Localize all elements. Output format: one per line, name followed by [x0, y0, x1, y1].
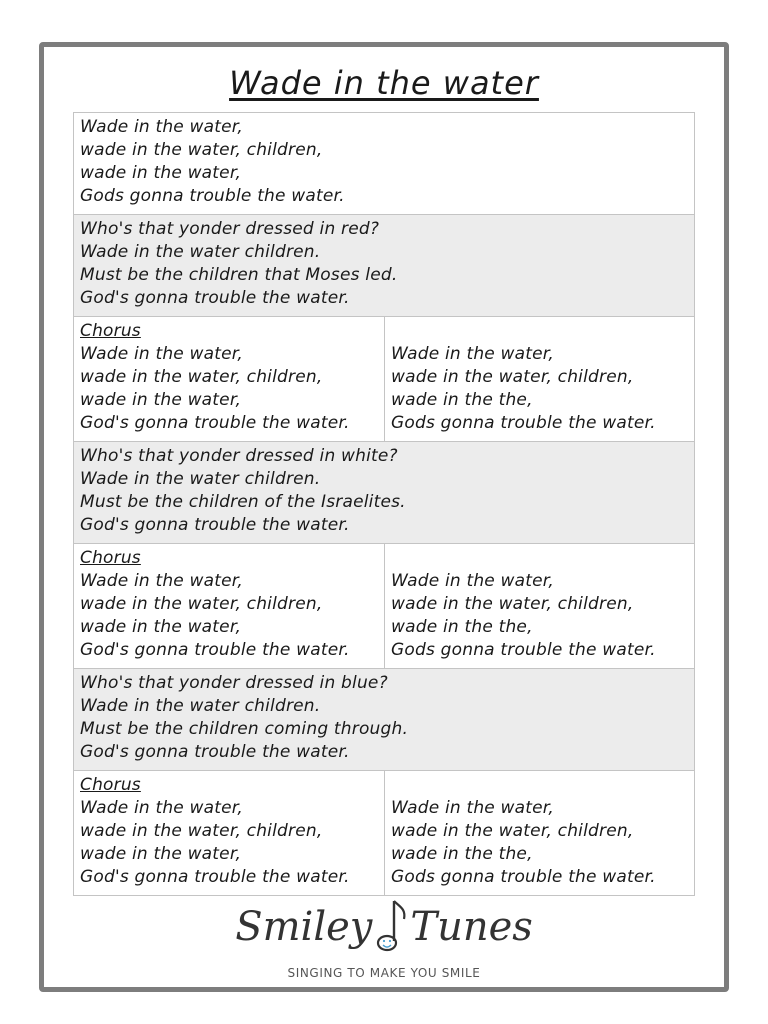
lyrics-table	[73, 112, 695, 896]
lyric-line: Gods gonna trouble the water.	[391, 640, 656, 660]
lyric-line: God's gonna trouble the water.	[80, 742, 350, 762]
chorus-label: Chorus	[80, 321, 141, 341]
lyric-line: wade in the water, children,	[80, 594, 323, 614]
lyric-line: wade in the water, children,	[391, 594, 634, 614]
lyric-line: Who's that yonder dressed in blue?	[80, 673, 388, 693]
lyrics-row-chorus-2	[74, 544, 695, 669]
lyrics-row-verse-1	[74, 215, 695, 317]
lyric-line: God's gonna trouble the water.	[80, 867, 350, 887]
verse-cell	[74, 113, 695, 215]
logo-wordmark	[235, 892, 533, 962]
chorus-right-cell	[385, 544, 695, 669]
verse-cell	[74, 215, 695, 317]
lyric-line: God's gonna trouble the water.	[80, 413, 350, 433]
logo-word-left: Smiley	[235, 904, 373, 950]
lyric-line: wade in the water, children,	[80, 140, 323, 160]
lyric-line: Must be the children coming through.	[80, 719, 409, 739]
verse-cell	[74, 669, 695, 771]
lyric-line: God's gonna trouble the water.	[80, 640, 350, 660]
lyric-line: wade in the the,	[391, 390, 533, 410]
lyric-line: Wade in the water children.	[80, 469, 321, 489]
chorus-label: Chorus	[80, 548, 141, 568]
lyric-line: God's gonna trouble the water.	[80, 288, 350, 308]
lyric-line: Wade in the water,	[391, 798, 555, 818]
lyric-line: wade in the water, children,	[80, 367, 323, 387]
verse-cell	[74, 442, 695, 544]
chorus-left-cell	[74, 544, 385, 669]
lyric-line: Who's that yonder dressed in red?	[80, 219, 380, 239]
lyric-line: Wade in the water,	[80, 344, 244, 364]
lyric-line: Wade in the water children.	[80, 696, 321, 716]
lyric-line: Wade in the water,	[80, 798, 244, 818]
music-note-smiley-icon	[374, 897, 408, 957]
lyric-line: wade in the water,	[80, 844, 242, 864]
chorus-right-cell	[385, 771, 695, 896]
lyrics-row-verse-2	[74, 442, 695, 544]
lyric-line: Wade in the water,	[80, 571, 244, 591]
lyrics-row-chorus-1	[74, 317, 695, 442]
lyric-line: Must be the children of the Israelites.	[80, 492, 406, 512]
lyric-line: Gods gonna trouble the water.	[80, 186, 345, 206]
lyric-line: Gods gonna trouble the water.	[391, 413, 656, 433]
lyric-line: wade in the water,	[80, 617, 242, 637]
lyric-line: wade in the the,	[391, 844, 533, 864]
chorus-label: Chorus	[80, 775, 141, 795]
lyric-line: wade in the water, children,	[391, 367, 634, 387]
lyric-line: Wade in the water,	[391, 571, 555, 591]
lyric-line: wade in the water,	[80, 163, 242, 183]
lyric-line: Wade in the water,	[80, 117, 244, 137]
chorus-left-cell	[74, 771, 385, 896]
lyric-line: wade in the the,	[391, 617, 533, 637]
lyrics-row-intro	[74, 113, 695, 215]
lyric-line: wade in the water, children,	[391, 821, 634, 841]
song-title: Wade in the water	[229, 64, 539, 102]
lyric-line: Gods gonna trouble the water.	[391, 867, 656, 887]
lyric-line: wade in the water,	[80, 390, 242, 410]
lyric-line: God's gonna trouble the water.	[80, 515, 350, 535]
lyrics-row-verse-3	[74, 669, 695, 771]
chorus-right-cell	[385, 317, 695, 442]
lyric-line: Wade in the water children.	[80, 242, 321, 262]
lyric-line: wade in the water, children,	[80, 821, 323, 841]
lyrics-row-chorus-3	[74, 771, 695, 896]
logo-tagline: SINGING TO MAKE YOU SMILE	[287, 966, 481, 980]
brand-logo	[0, 892, 768, 962]
lyric-line: Wade in the water,	[391, 344, 555, 364]
logo-word-right: Tunes	[410, 904, 533, 950]
lyric-line: Who's that yonder dressed in white?	[80, 446, 398, 466]
lyric-line: Must be the children that Moses led.	[80, 265, 398, 285]
chorus-left-cell	[74, 317, 385, 442]
